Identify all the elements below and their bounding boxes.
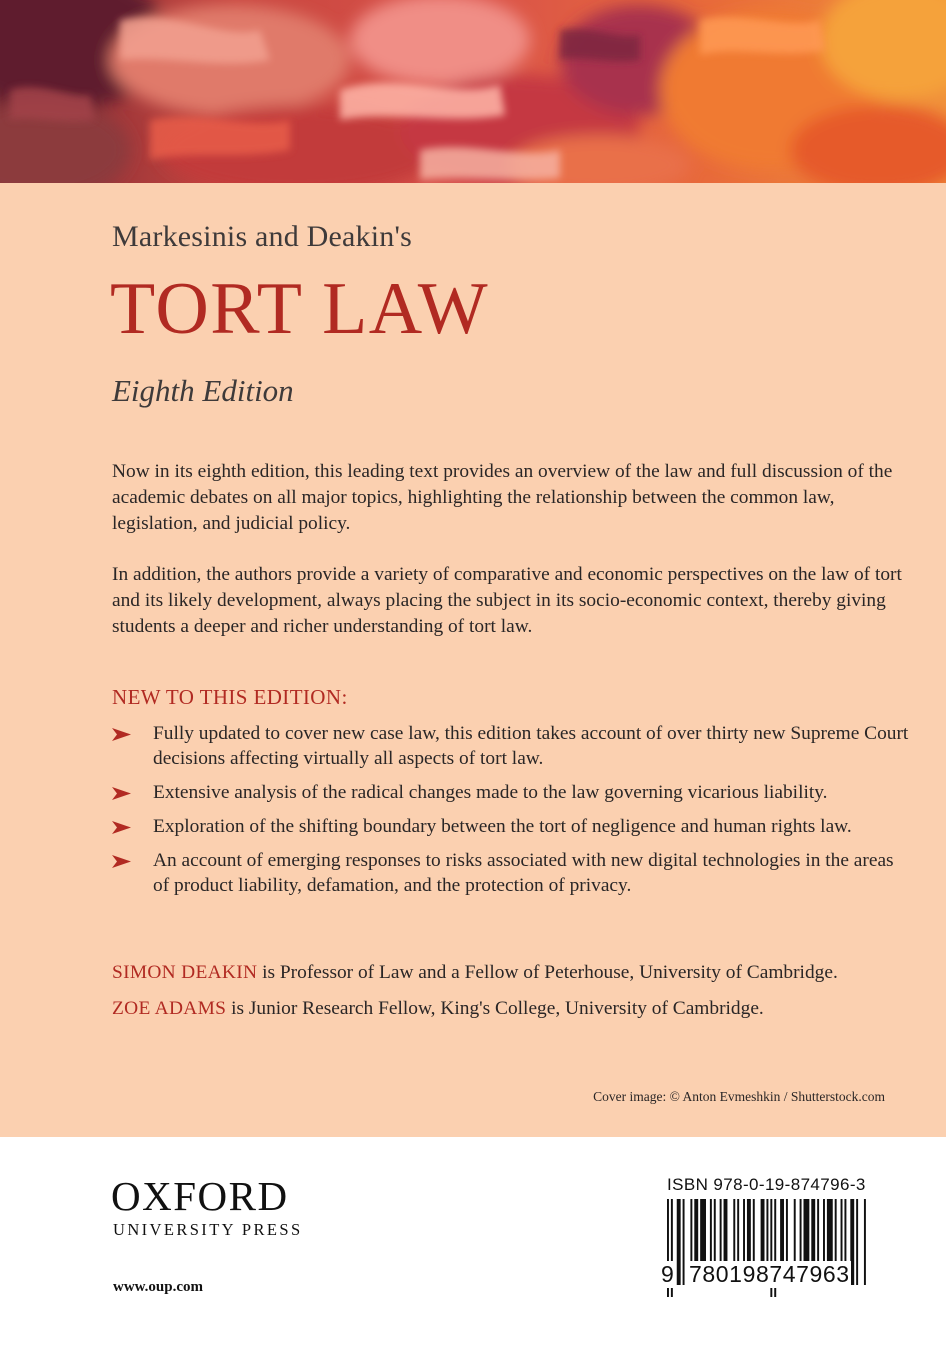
description-paragraph-2: In addition, the authors provide a variety of comparative and economic perspectives on the law of tort and its likely development, always placing the subject in its socio-economic context, thereby giving students a deeper and richer understanding of tort law.	[112, 564, 902, 637]
author-name: ZOE ADAMS	[112, 998, 227, 1019]
list-item	[112, 780, 912, 805]
barcode-bar	[864, 1199, 866, 1285]
author-bio-deakin	[112, 960, 838, 986]
arrow-bullet-icon	[112, 728, 131, 741]
publisher-website: www.oup.com	[113, 1279, 204, 1295]
arrow-bullet-icon	[112, 787, 131, 800]
book-title: TORT LAW	[110, 268, 490, 350]
author-bio-adams	[112, 996, 764, 1022]
cover-artwork	[0, 0, 946, 183]
arrow-bullet-icon	[112, 855, 131, 868]
barcode-first-digit: 9	[661, 1261, 674, 1287]
list-item-text: Fully updated to cover new case law, this edition takes account of over thirty new Supreme Court decisions affecting virtually all aspects of tort law.	[153, 723, 909, 769]
author-bio-text: is Junior Research Fellow, King's College, University of Cambridge.	[226, 998, 764, 1019]
list-item	[112, 848, 912, 898]
description-paragraph-1: Now in its eighth edition, this leading text provides an overview of the law and full discussion of the academic debates on all major topics, highlighting the relationship between the common law, legislation, and judicial policy.	[112, 461, 893, 534]
arrow-bullet-icon	[112, 821, 131, 834]
list-item-text: Exploration of the shifting boundary between the tort of negligence and human rights law.	[153, 816, 852, 837]
publisher-subtitle: UNIVERSITY PRESS	[113, 1220, 303, 1239]
isbn-label: ISBN 978-0-19-874796-3	[667, 1175, 866, 1194]
barcode-bar	[856, 1199, 858, 1285]
list-item	[112, 721, 912, 771]
barcode-bar	[683, 1199, 685, 1285]
pre-title: Markesinis and Deakin's	[112, 220, 412, 253]
barcode-digits: 780198747963	[689, 1261, 850, 1287]
author-bio-text: is Professor of Law and a Fellow of Peterhouse, University of Cambridge.	[257, 962, 838, 983]
barcode-bar	[850, 1199, 854, 1285]
barcode-bar	[677, 1199, 681, 1285]
edition-label: Eighth Edition	[112, 373, 294, 408]
list-item	[112, 814, 912, 839]
author-name: SIMON DEAKIN	[112, 962, 258, 983]
publisher-logo: OXFORD	[111, 1173, 289, 1219]
new-edition-list	[112, 721, 912, 907]
list-item-text: An account of emerging responses to risks associated with new digital technologies in the areas of product liability, defamation, and the protection of privacy.	[153, 850, 894, 896]
list-item-text: Extensive analysis of the radical changes made to the law governing vicarious liability.	[153, 782, 828, 803]
cover-image-credit: Cover image: © Anton Evmeshkin / Shutterstock.com	[593, 1089, 885, 1104]
new-edition-heading: NEW TO THIS EDITION:	[112, 685, 348, 709]
